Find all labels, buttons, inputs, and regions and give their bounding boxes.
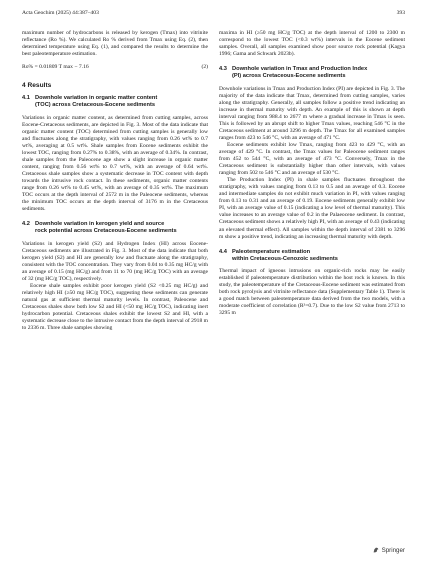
subsection-number: 4.3: [219, 66, 227, 73]
equation-number: (2): [201, 64, 208, 71]
subsection-title-line2: within Cretaceous-Cenozoic sediments: [232, 255, 338, 262]
right-column: [219, 30, 405, 317]
subsection-title-line1: Downhole variation in kerogen yield and source: [35, 221, 165, 228]
paragraph-hi-maxima: maxima in HI (≥50 mg HC/g TOC) at the depth interval of 1200 to 2300 m correspond to the lowest TOC (<0.3 wt%) intervals in the Eocene sediment samples. Overall, all samples examined show poor source rock potential (Kagya 1996; Gama and Schwark 2023b).: [219, 30, 405, 58]
paragraph-eocene-shale: Eocene shale samples exhibit poor kerogen yield (S2 <0.25 mg HC/g) and relatively high HI (≥50 mg HC/g TOC), suggesting these sediments can generate natural gas at sufficient thermal maturity levels. In contrast, Paleocene and Cretaceous shales show both low S2 and HI (<50 mg HC/g TOC), indicating inert hydrocarbon potential. Cretaceous shales exhibit the lowest S2 and HI, with a systematic decrease close to the intrusive contact from the depth interval of 2918 m to 2336 m. Three shale samples showing: [22, 282, 208, 332]
equation-2: [22, 64, 208, 74]
paragraph-eocene-tmax: Eocene sediments exhibit low Tmax, ranging from 423 to 429 °C, with an average of 429 °C. In contrast, the Tmax values for Paleocene sediment ranges from 452 to 544 °C, with an average of 473 °C. Conversely, Tmax in the Cretaceous sediment is substantially higher than other intervals, with values ranging from 502 to 546 °C and an average of 530 °C.: [219, 141, 405, 177]
subsection-title-line2: rock potential across Cretaceous-Eocene sediments: [35, 228, 177, 235]
springer-horse-icon: [372, 546, 380, 554]
subsection-title-line1: Paleotemperature estimation: [232, 248, 311, 255]
paragraph-toc: Variations in organic matter content, as determined from cutting samples, across Eocene-Cretaceous sediments, are depicted in Fig. 3. Most of the data indicate that organic matter content (TOC) determined from cutting samples is generally low and fluctuates along the stratigraphy, with values ranging from 0.26 wt% to 0.7 wt%, averaging at 0.5 wt%. Shale samples from Eocene sediments exhibit the lowest TOC, ranging from 0.27% to 0.38%, with an average of 0.34%. In contrast, shale samples from the Paleocene age show a slight increase in organic matter content, ranging from 0.56 wt% to 0.7 wt%, with an average of 0.64 wt%. Cretaceous shale samples show a systematic decrease in TOC content with depth towards the intrusive rock contact. In these sediments, organic matter contents range from 0.26 wt% to 0.45 wt%, with an average of 0.35 wt%. The maximum TOC occurs at the depth interval of 2572 m in the Paleocene sediments, whereas the minimum TOC occurs at the depth interval of 3176 m in the Cretaceous sediments.: [22, 114, 208, 213]
page-number: 393: [396, 10, 405, 16]
subsection-title-line2: (PI) across Cretaceous-Eocene sediments: [232, 73, 346, 80]
subsection-title-line2: (TOC) across Cretaceous-Eocene sediments: [35, 102, 156, 109]
subsection-number: 4.2: [22, 221, 30, 228]
subsection-title-line1: Downhole variation in Tmax and Production Index: [232, 66, 368, 73]
subsection-number: 4.1: [22, 95, 30, 102]
subsection-number: 4.4: [219, 248, 227, 255]
subsection-title-line1: Downhole variation in organic matter content: [35, 95, 158, 102]
intro-paragraph: maximum number of hydrocarbons is released by kerogen (Tmax) into vitrinite reflectance (Ro %). We calculated Ro % derived from Tmax using Eq. (2), then determined temperature using Eq. (1), and compared the results to determine the best paleotemperature estimation.: [22, 30, 208, 58]
page-header: [22, 10, 405, 22]
paragraph-production-index: The Production Index (PI) in shale samples fluctuates throughout the stratigraphy, with values ranging from 0.13 to 0.5 and an average of 0.3. Eocene and intermediate samples do not exhibit much variation in PI, with values ranging from 0.13 to 0.31 and an average of 0.19. Eocene sediments generally exhibit low PI, with an average value of 0.15 (indicating a low level of thermal maturity). This value increases to an average value of 0.2 in the Palaeocene sediment. In contrast, Cretaceous sediment shows a relatively high PI, with an average of 0.43 (indicating an elevated thermal effect). All samples within the depth interval of 2381 to 3296 m show a positive trend, indicating an increasing thermal maturity with depth.: [219, 177, 405, 240]
journal-citation: Acta Geochim (2025) 44:387–403: [22, 10, 99, 16]
paragraph-paleotemperature: Thermal impact of igneous intrusions on organic-rich rocks may be easily established if paleotemperature distribution within the host rock is known. In this study, the paleotemperature of the Cretaceous-Eocene sediment was estimated from both rock pyrolysis and vitrinite reflectance data (Supplementary Table 1). There is a good match between paleotemperature data derived from the two models, with a moderate coefficient of correlation (R²=0.7). Due to the low S2 value from 2713 to 3295 m: [219, 268, 405, 317]
paragraph-kerogen-yield: Variations in kerogen yield (S2) and Hydrogen Index (HI) across Eocene-Cretaceous sediments are illustrated in Fig. 3. Most of the data indicate that both kerogen yield (S2) and HI are generally low and fluctuate along the stratigraphy, consistent with the TOC concentration. They vary from 0.04 to 0.35 mg HC/g with an average of 0.15 (mg HC/g) and from 11 to 70 (mg HC/g TOC) with an average of 32 (mg HC/g TOC), respectively.: [22, 240, 208, 282]
subsection-heading-4-4: [219, 249, 405, 263]
subsection-heading-4-1: [22, 95, 208, 109]
publisher-logo: [372, 546, 405, 554]
subsection-heading-4-2: [22, 221, 208, 235]
paragraph-tmax: Downhole variations in Tmax and Production Index (PI) are depicted in Fig. 3. The majority of the data indicate that Tmax, determined from cutting samples, varies along the stratigraphy. Generally, all samples follow a positive trend indicating an increase in thermal maturity with depth. An example of this is shown at depth interval ranging from 988.4 to 2677 m where a gradual increase in Tmax is seen. This is followed by an abrupt shift to higher Tmax values, reaching 546 °C in the Cretaceous sediment at around 3296 m depth. The Tmax for all examined samples ranges from 423 to 546 °C, with an average of 471 °C.: [219, 85, 405, 141]
left-column: [22, 30, 208, 332]
subsection-heading-4-3: [219, 66, 405, 80]
equation-text: Ro% = 0.01809 T max − 7.16: [22, 64, 89, 71]
section-heading-results: 4 Results: [22, 82, 52, 90]
publisher-name: Springer: [381, 546, 405, 554]
